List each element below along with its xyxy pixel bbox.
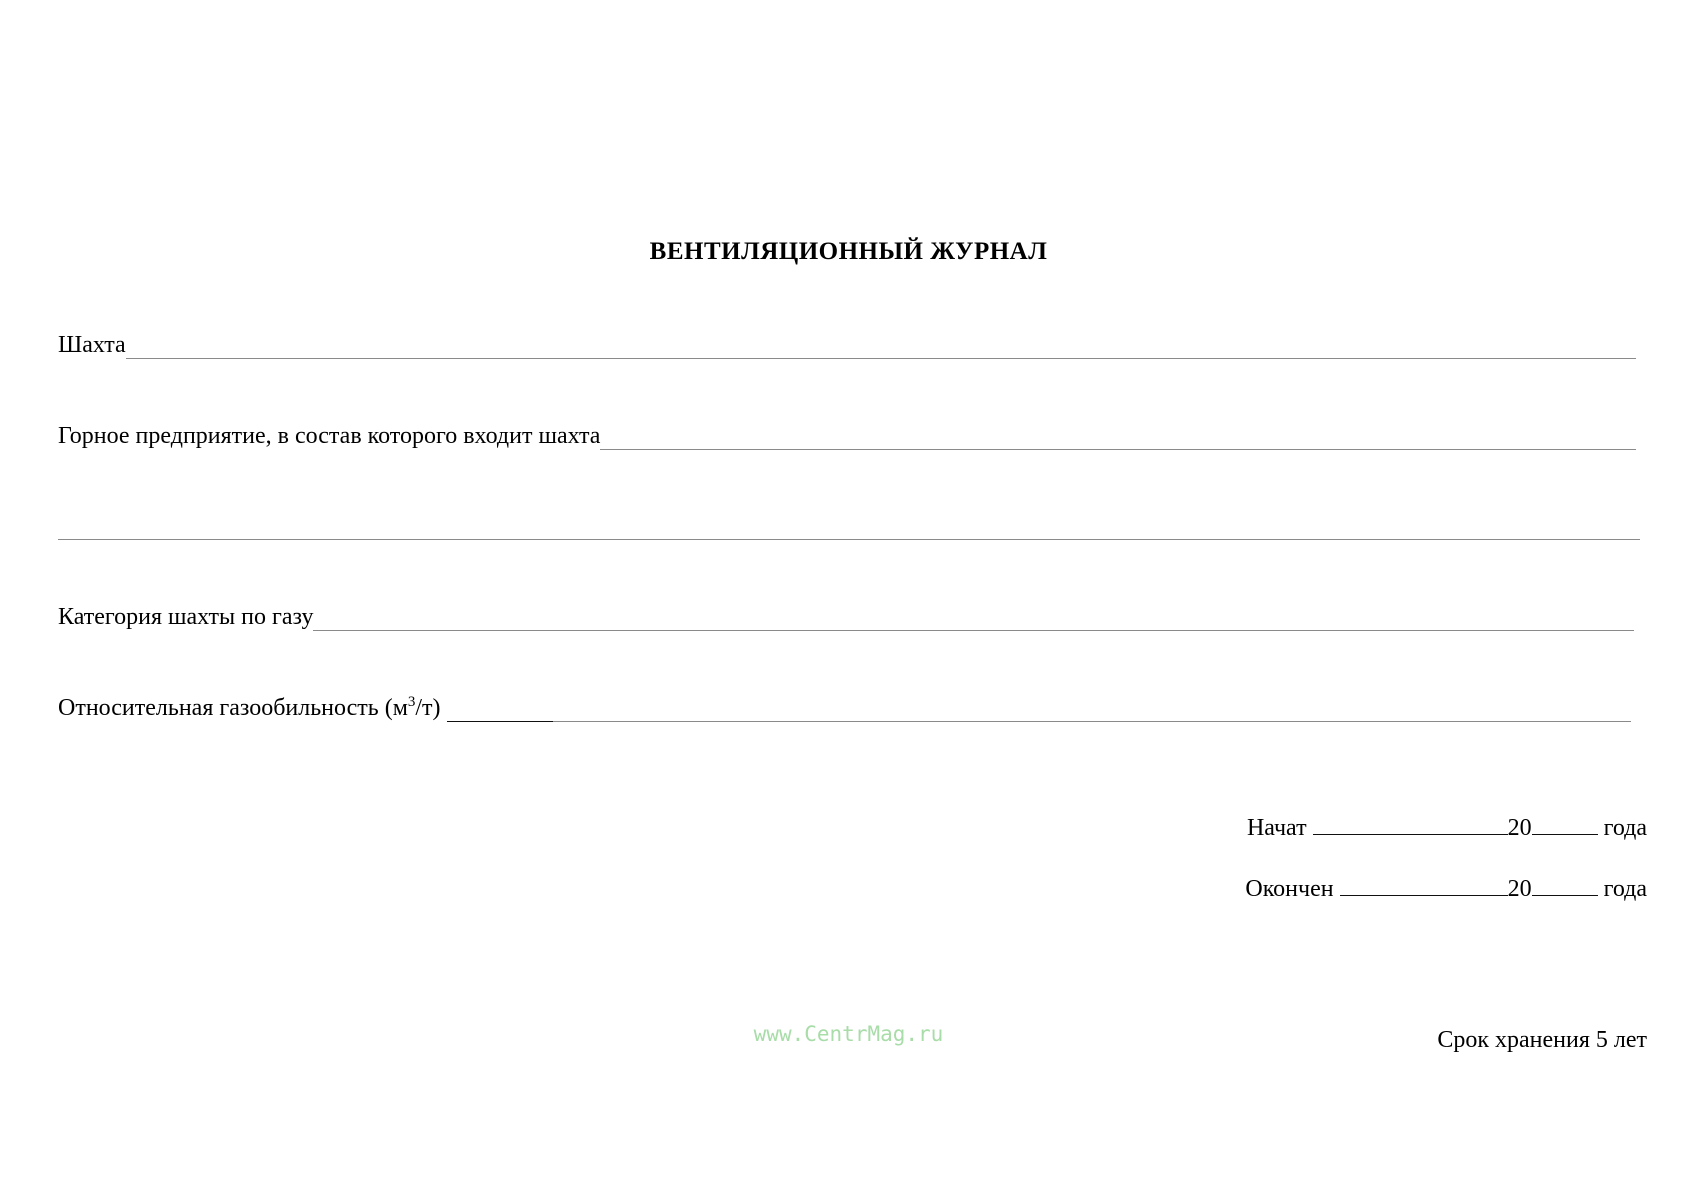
storage-period: Срок хранения 5 лет [1437,1027,1647,1053]
finished-date-blank[interactable] [1340,877,1508,896]
document-title: ВЕНТИЛЯЦИОННЫЙ ЖУРНАЛ [649,238,1048,265]
gas-category-field [58,598,1634,632]
mine-label: Шахта [58,332,126,358]
mine-input-line[interactable] [126,357,1636,359]
gas-abundance-label-pre: Относительная газообильность (м [58,695,408,721]
gas-abundance-label-post: /т) [415,695,441,721]
finished-date-row [1245,876,1647,903]
enterprise-input-line[interactable] [600,448,1636,450]
started-date-blank[interactable] [1313,816,1508,835]
finished-year-prefix: 20 [1507,876,1532,902]
started-label: Начат [1246,815,1307,841]
mine-field [58,326,1636,360]
started-year-prefix: 20 [1507,815,1532,841]
started-year-word: года [1603,815,1647,841]
gas-abundance-label [58,696,441,723]
gas-category-label: Категория шахты по газу [58,604,314,630]
finished-label: Окончен [1245,876,1334,902]
gas-abundance-field [58,689,1631,723]
finished-year-word: года [1603,876,1647,902]
watermark: www.CentrMag.ru [753,1022,944,1046]
finished-year-blank[interactable] [1532,877,1598,896]
enterprise-continuation-line[interactable] [58,539,1640,540]
gas-abundance-short-line[interactable] [447,720,553,722]
gas-abundance-input-line[interactable] [553,720,1631,722]
gas-category-input-line[interactable] [313,629,1634,631]
started-date-row [1247,815,1647,842]
started-year-blank[interactable] [1532,816,1598,835]
enterprise-label: Горное предприятие, в состав которого входит шахта [58,423,601,449]
gas-abundance-label-superscript: 3 [407,694,416,710]
enterprise-field [58,417,1636,451]
